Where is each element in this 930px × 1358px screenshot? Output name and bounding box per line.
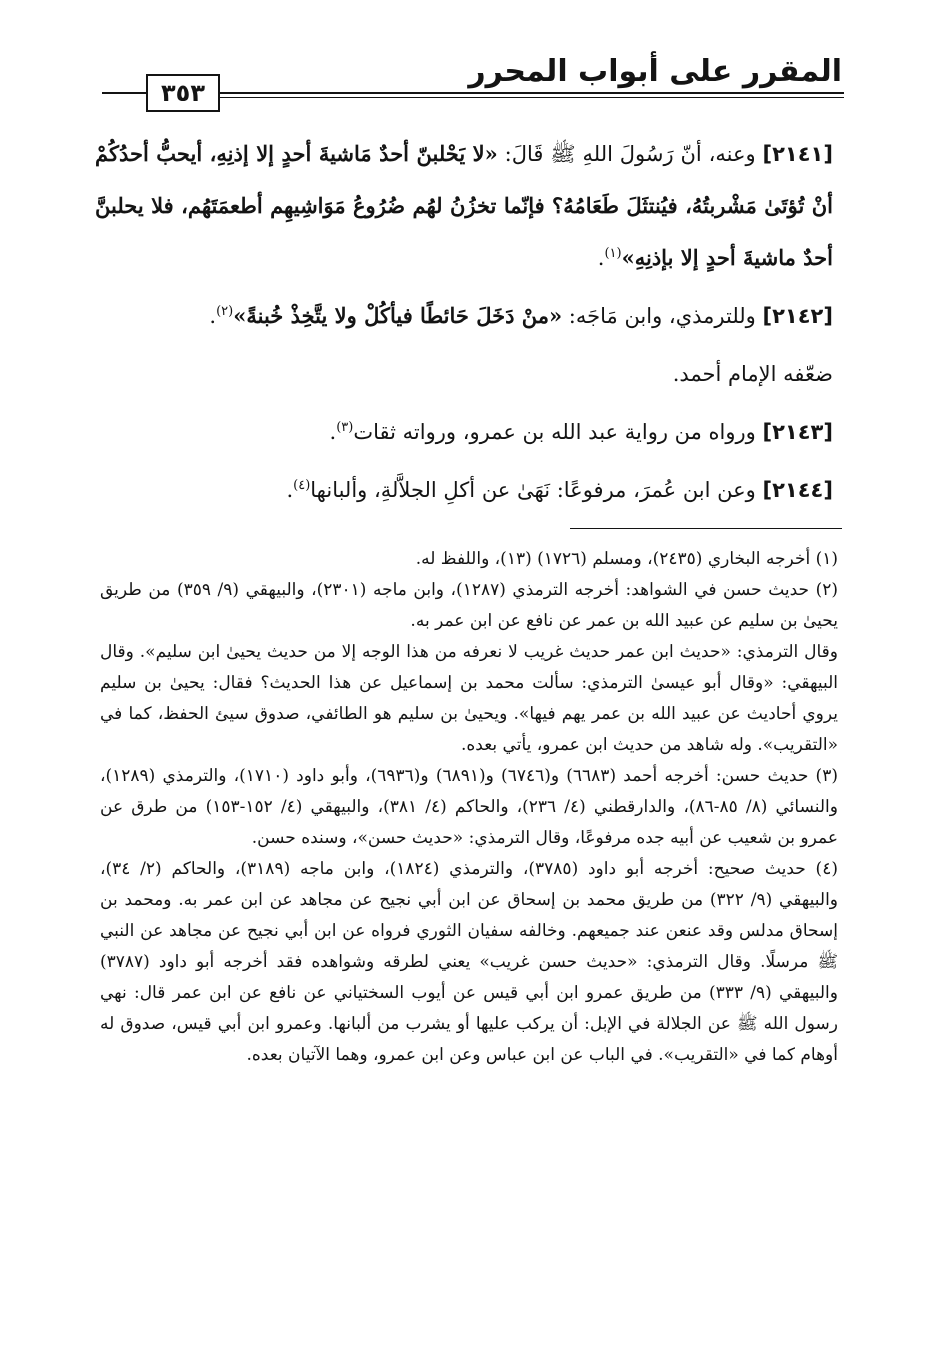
- hadith-2143: [٢١٤٣] ورواه من رواية عبد الله بن عمرو، ورواته ثقات$^{(٣)}$.: [329, 420, 833, 444]
- hadith-number: [٢١٤٤]: [762, 478, 833, 502]
- hadith-2142: [٢١٤٢] وللترمذي، وابن مَاجَه: «منْ دَخَلَ حَائطًا فيأكُلْ ولا يتَّخِذْ خُبنةً»$^{(٢)}$.: [209, 303, 833, 328]
- footnote-2: (٢) حديث حسن في الشواهد: أخرجه الترمذي (١٢٨٧)، وابن ماجه (٢٣٠١)، والبيهقي (٩/ ٣٥٩) من طريق يحيىٰ بن سليم عن عبيد الله بن عمر عن نافع عن ابن عمر به.: [100, 580, 839, 631]
- hadith-intro: وللترمذي، وابن مَاجَه:: [562, 304, 763, 328]
- hadith-2144: [٢١٤٤] وعن ابن عُمرَ، مرفوعًا: نَهَىٰ عن أكلِ الجلاَّلةِ، وألبانها$^{(٤)}$.: [286, 478, 833, 502]
- footnote-3: (٣) حديث حسن: أخرجه أحمد (٦٦٨٣) و(٦٧٤٦) و(٦٨٩١) و(٦٩٣٦)، وأبو داود (١٧١٠)، والترمذي (١٢٨٩)، والنسائي (٨/ ٨٥-٨٦)، والدارقطني (٤/ ٢٣٦)، والحاكم (٤/ ٣٨١)، والبيهقي (٤/ ١٥٢-١٥٣) من طرق عن عمرو بن شعيب عن أبيه جده مرفوعًا، وقال الترمذي: «حديث حسن»، وسنده حسن.: [100, 766, 838, 848]
- hadith-number: [٢١٤٣]: [762, 420, 833, 444]
- hadith-intro: وعنه، أنّ رَسُولَ اللهِ ﷺ قَالَ:: [497, 142, 763, 166]
- header-rule-thin: [218, 97, 844, 98]
- footnote-ref: (٣): [336, 420, 354, 435]
- hadith-intro: وعن ابن عُمرَ، مرفوعًا: نَهَىٰ عن أكلِ الجلاَّلةِ، وألبانها: [310, 478, 763, 502]
- hadith-2141: [٢١٤١] وعنه، أنّ رَسُولَ اللهِ ﷺ قَالَ: «لا يَحْلبنّ أحدٌ مَاشيةَ أحدٍ إلا إذنِهِ، أيحبُّ أحدُكُمْ أنْ تُؤتَىٰ مَشْربتُهُ، فيُنتثَلَ طَعَامُهُ؟ فإنّما تخزُنُ لهُم ضُرُوعُ مَوَاشِيهِم أطعمَتَهُم، فلا يحلبنَّ أحدٌ ماشيةَ أحدٍ إلا بإذنِهِ»$^{(١)}$.: [95, 141, 833, 270]
- hadith-comment: ضعّفه الإمام أحمد.: [672, 362, 833, 386]
- footnotes: [100, 544, 838, 1071]
- main-text: [95, 128, 833, 522]
- footnote-ref: (١): [604, 246, 622, 261]
- footnote-1: (١) أخرجه البخاري (٢٤٣٥)، ومسلم (١٧٢٦) (١٣)، واللفظ له.: [415, 549, 838, 569]
- hadith-intro: ورواه من رواية عبد الله بن عمرو، ورواته ثقات: [353, 420, 763, 444]
- footnote-divider: [570, 528, 842, 529]
- running-title: المقرر على أبواب المحرر: [468, 54, 842, 89]
- footnote-4: (٤) حديث صحيح: أخرجه أبو داود (٣٧٨٥)، والترمذي (١٨٢٤)، وابن ماجه (٣١٨٩)، والحاكم (٢/ ٣٤)، والبيهقي (٩/ ٣٢٢) من طريق محمد بن إسحاق عن ابن أبي نجيح عن مجاهد عن ابن عمر به. ومحمد بن إسحاق مدلس وقد عنعن عند جميعهم. وخالفه سفيان الثوري فرواه عن ابن أبي نجيح عن مجاهد عن النبي ﷺ مرسلًا. وقال الترمذي: «حديث حسن غريب» يعني لطرقه وشواهده فقد أخرجه أبو داود (٣٧٨٧) والبيهقي (٩/ ٣٣٣) من طريق عمرو ابن أبي قيس عن أيوب السختياني عن نافع عن ابن عمر قال: نهي رسول الله ﷺ عن الجلالة في الإبل: أن يركب عليها أو يشرب من ألبانها. وعمرو ابن أبي قيس، صدوق له أوهام كما في «التقريب». في الباب عن ابن عباس وعن ابن عمرو، وهما الآتيان بعده.: [100, 859, 839, 1065]
- hadith-number: [٢١٤١]: [762, 142, 833, 166]
- hadith-text: «لا يَحْلبنّ أحدٌ مَاشيةَ أحدٍ إلا إذنِهِ، أيحبُّ أحدُكُمْ أنْ تُؤتَىٰ مَشْربتُهُ، فيُنتثَلَ طَعَامُهُ؟ فإنّما تخزُنُ لهُم ضُرُوعُ مَوَاشِيهِم أطعمَتَهُم، فلا يحلبنَّ أحدٌ ماشيةَ أحدٍ إلا بإذنِهِ»: [95, 141, 833, 270]
- hadith-number: [٢١٤٢]: [762, 304, 833, 328]
- footnote-ref: (٤): [293, 478, 311, 493]
- footnote-2-cont: وقال الترمذي: «حديث ابن عمر حديث غريب لا نعرفه من هذا الوجه إلا من حديث يحيىٰ ابن سليم». وقال البيهقي: «وقال أبو عيسىٰ الترمذي: سألت محمد بن إسماعيل عن هذا الحديث؟ فقال: يحيىٰ بن سليم يروي أحاديث عن عبيد الله بن عمر يهم فيها». ويحيىٰ بن سليم هو الطائفي، صدوق سيئ الحفظ، كما في «التقريب». وله شاهد من حديث ابن عمرو، يأتي بعده.: [100, 642, 839, 755]
- footnote-ref: (٢): [216, 304, 234, 319]
- hadith-text: «منْ دَخَلَ حَائطًا فيأكُلْ ولا يتَّخِذْ خُبنةً»: [233, 303, 563, 328]
- page-number: ٣٥٣: [146, 74, 220, 112]
